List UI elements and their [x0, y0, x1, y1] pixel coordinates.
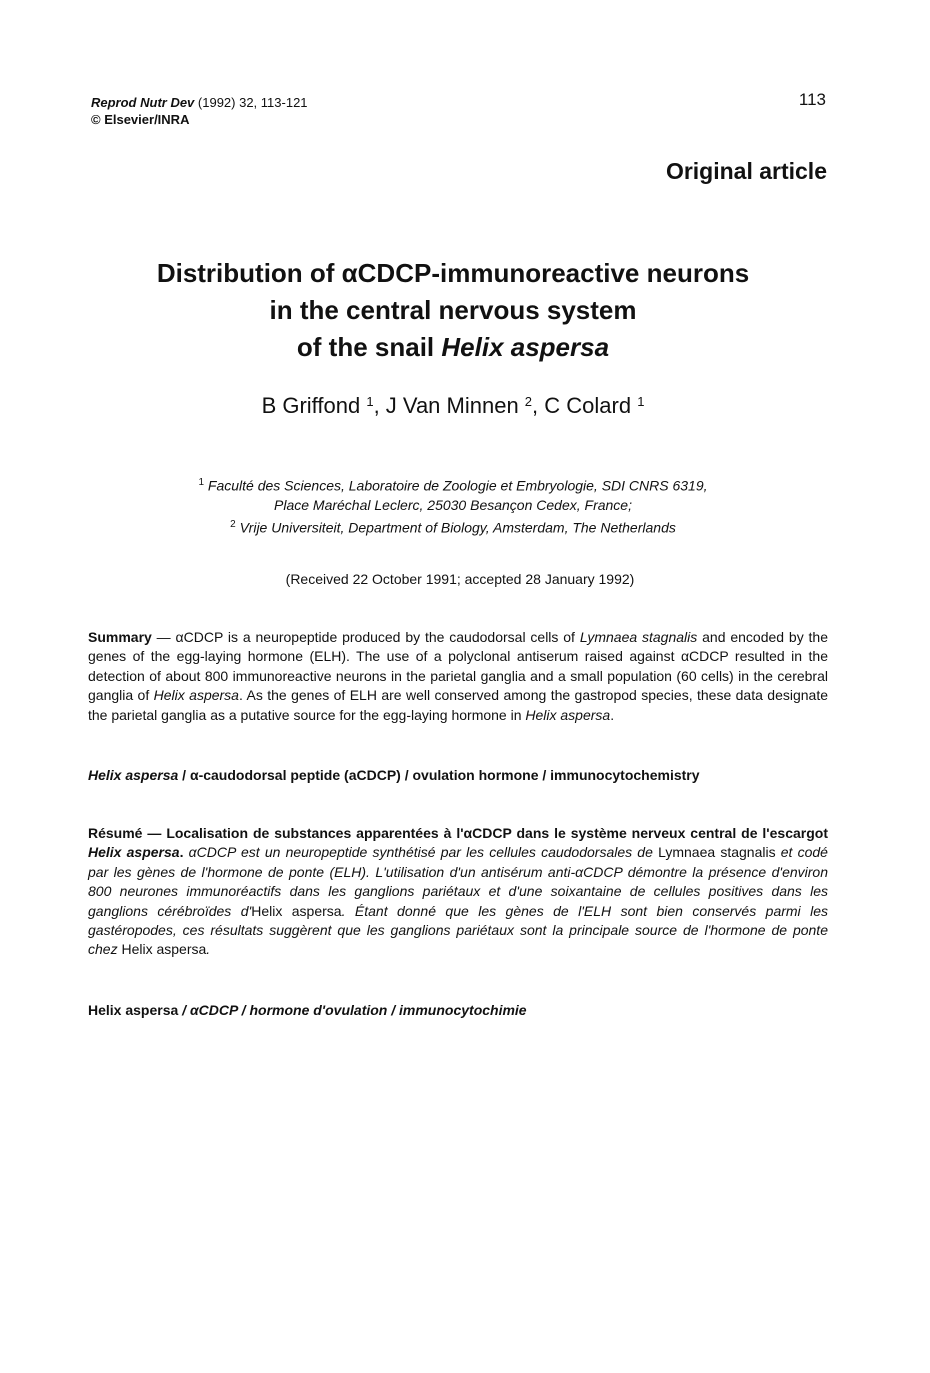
received-dates: (Received 22 October 1991; accepted 28 January 1992): [285, 571, 635, 587]
journal-name: Reprod Nutr Dev: [91, 95, 195, 110]
keywords-en-rest: / α-caudodorsal peptide (aCDCP) / ovulation hormone / immunocytochemistry: [178, 767, 700, 783]
summary-text-2: and encoded by the genes of the egg-laying hormone (ELH). The use of a polyclonal antiserum raised against αCDCP resulted in the detection of about 800 immunoreactive neurons in the parietal ganglia and a small population (60 cells) in the cerebral ganglia of: [88, 629, 829, 704]
author-1: B Griffond: [261, 393, 367, 418]
summary-paragraph: [88, 628, 828, 725]
summary-label: Summary: [88, 629, 152, 645]
resume-heading-end: .: [179, 844, 184, 861]
affiliation-1-line-1: [0, 473, 906, 496]
resume-species-2: Helix aspersa: [251, 902, 342, 919]
resume-heading-species: Helix aspersa: [88, 844, 180, 861]
resume-species-1: Lymnaea stagnalis: [658, 844, 776, 861]
summary-species-2: Helix aspersa: [153, 687, 239, 704]
summary-text-3: . As the genes of ELH are well conserved among the gastropod species, these data designate the parietal ganglia as a putative source for the egg-laying hormone in: [88, 687, 828, 723]
resume-text-3: . Étant donné que les gènes de l'ELH sont bien conservés parmi les gastéropodes, ces résultats suggèrent que les ganglions pariétaux sont la principale source de l'hormone de ponte chez: [88, 902, 828, 958]
resume-text-2: et codé par les gènes de l'hormone de ponte (ELH). L'utilisation d'un antisérum anti-αCDCP démontre la présence d'environ 800 neurones immunoréactifs dans les ganglions pariétaux et d'une soixantaine de cellules positives dans les ganglions cérébroïdes d': [88, 844, 828, 919]
author-list: [0, 393, 906, 419]
resume-species-3: Helix aspersa: [121, 941, 207, 958]
resume-heading: Résumé — Localisation de substances apparentées à l'αCDCP dans le système nerveux central de l'escargot: [88, 825, 828, 841]
affiliation-1-line-2: Place Maréchal Leclerc, 25030 Besançon Cedex, France;: [274, 496, 632, 513]
affiliation-1-marker: 1: [198, 477, 205, 488]
journal-citation: [91, 94, 308, 128]
summary-species-3: Helix aspersa: [525, 706, 611, 723]
resume-paragraph: [88, 824, 828, 960]
keywords-fr-species: Helix aspersa: [88, 1002, 179, 1018]
author-1-affil: 1: [366, 394, 374, 409]
title-line-3: [0, 329, 906, 366]
journal-volume-pages: (1992) 32, 113-121: [194, 95, 308, 110]
affiliation-2-marker: 2: [230, 518, 236, 530]
keywords-french: [88, 1002, 527, 1018]
copyright: © Elsevier/INRA: [91, 112, 190, 127]
summary-text-1: — αCDCP is a neuropeptide produced by the caudodorsal cells of: [151, 629, 580, 645]
affiliation-2: [0, 515, 906, 538]
summary-text-4: .: [610, 706, 615, 723]
author-2-affil: 2: [524, 394, 533, 409]
resume-text-4: .: [206, 941, 211, 958]
title-species: Helix aspersa: [441, 332, 610, 362]
resume-text-1: αCDCP est un neuropeptide synthétisé par les cellules caudodorsales de: [183, 844, 659, 861]
title-line-3-prefix: of the snail: [296, 332, 442, 362]
keywords-fr-rest: / αCDCP / hormone d'ovulation / immunocytochimie: [178, 1002, 527, 1018]
affiliation-1-text: Faculté des Sciences, Laboratoire de Zoologie et Embryologie, SDI CNRS 6319,: [204, 477, 708, 494]
title-line-2: in the central nervous system: [269, 295, 637, 325]
affiliation-2-text: Vrije Universiteit, Department of Biology, Amsterdam, The Netherlands: [235, 519, 676, 536]
summary-species-1: Lymnaea stagnalis: [579, 629, 698, 645]
author-3: , C Colard: [532, 393, 638, 418]
title-line-1: Distribution of αCDCP-immunoreactive neurons: [156, 258, 750, 288]
article-title: [0, 255, 906, 366]
keywords-english: [88, 767, 700, 783]
author-2: , J Van Minnen: [373, 393, 525, 418]
affiliations: [0, 473, 906, 537]
author-3-affil: 1: [637, 394, 645, 409]
keywords-en-species: Helix aspersa: [88, 767, 179, 783]
article-type: Original article: [665, 158, 827, 184]
page-number: 113: [798, 90, 826, 109]
